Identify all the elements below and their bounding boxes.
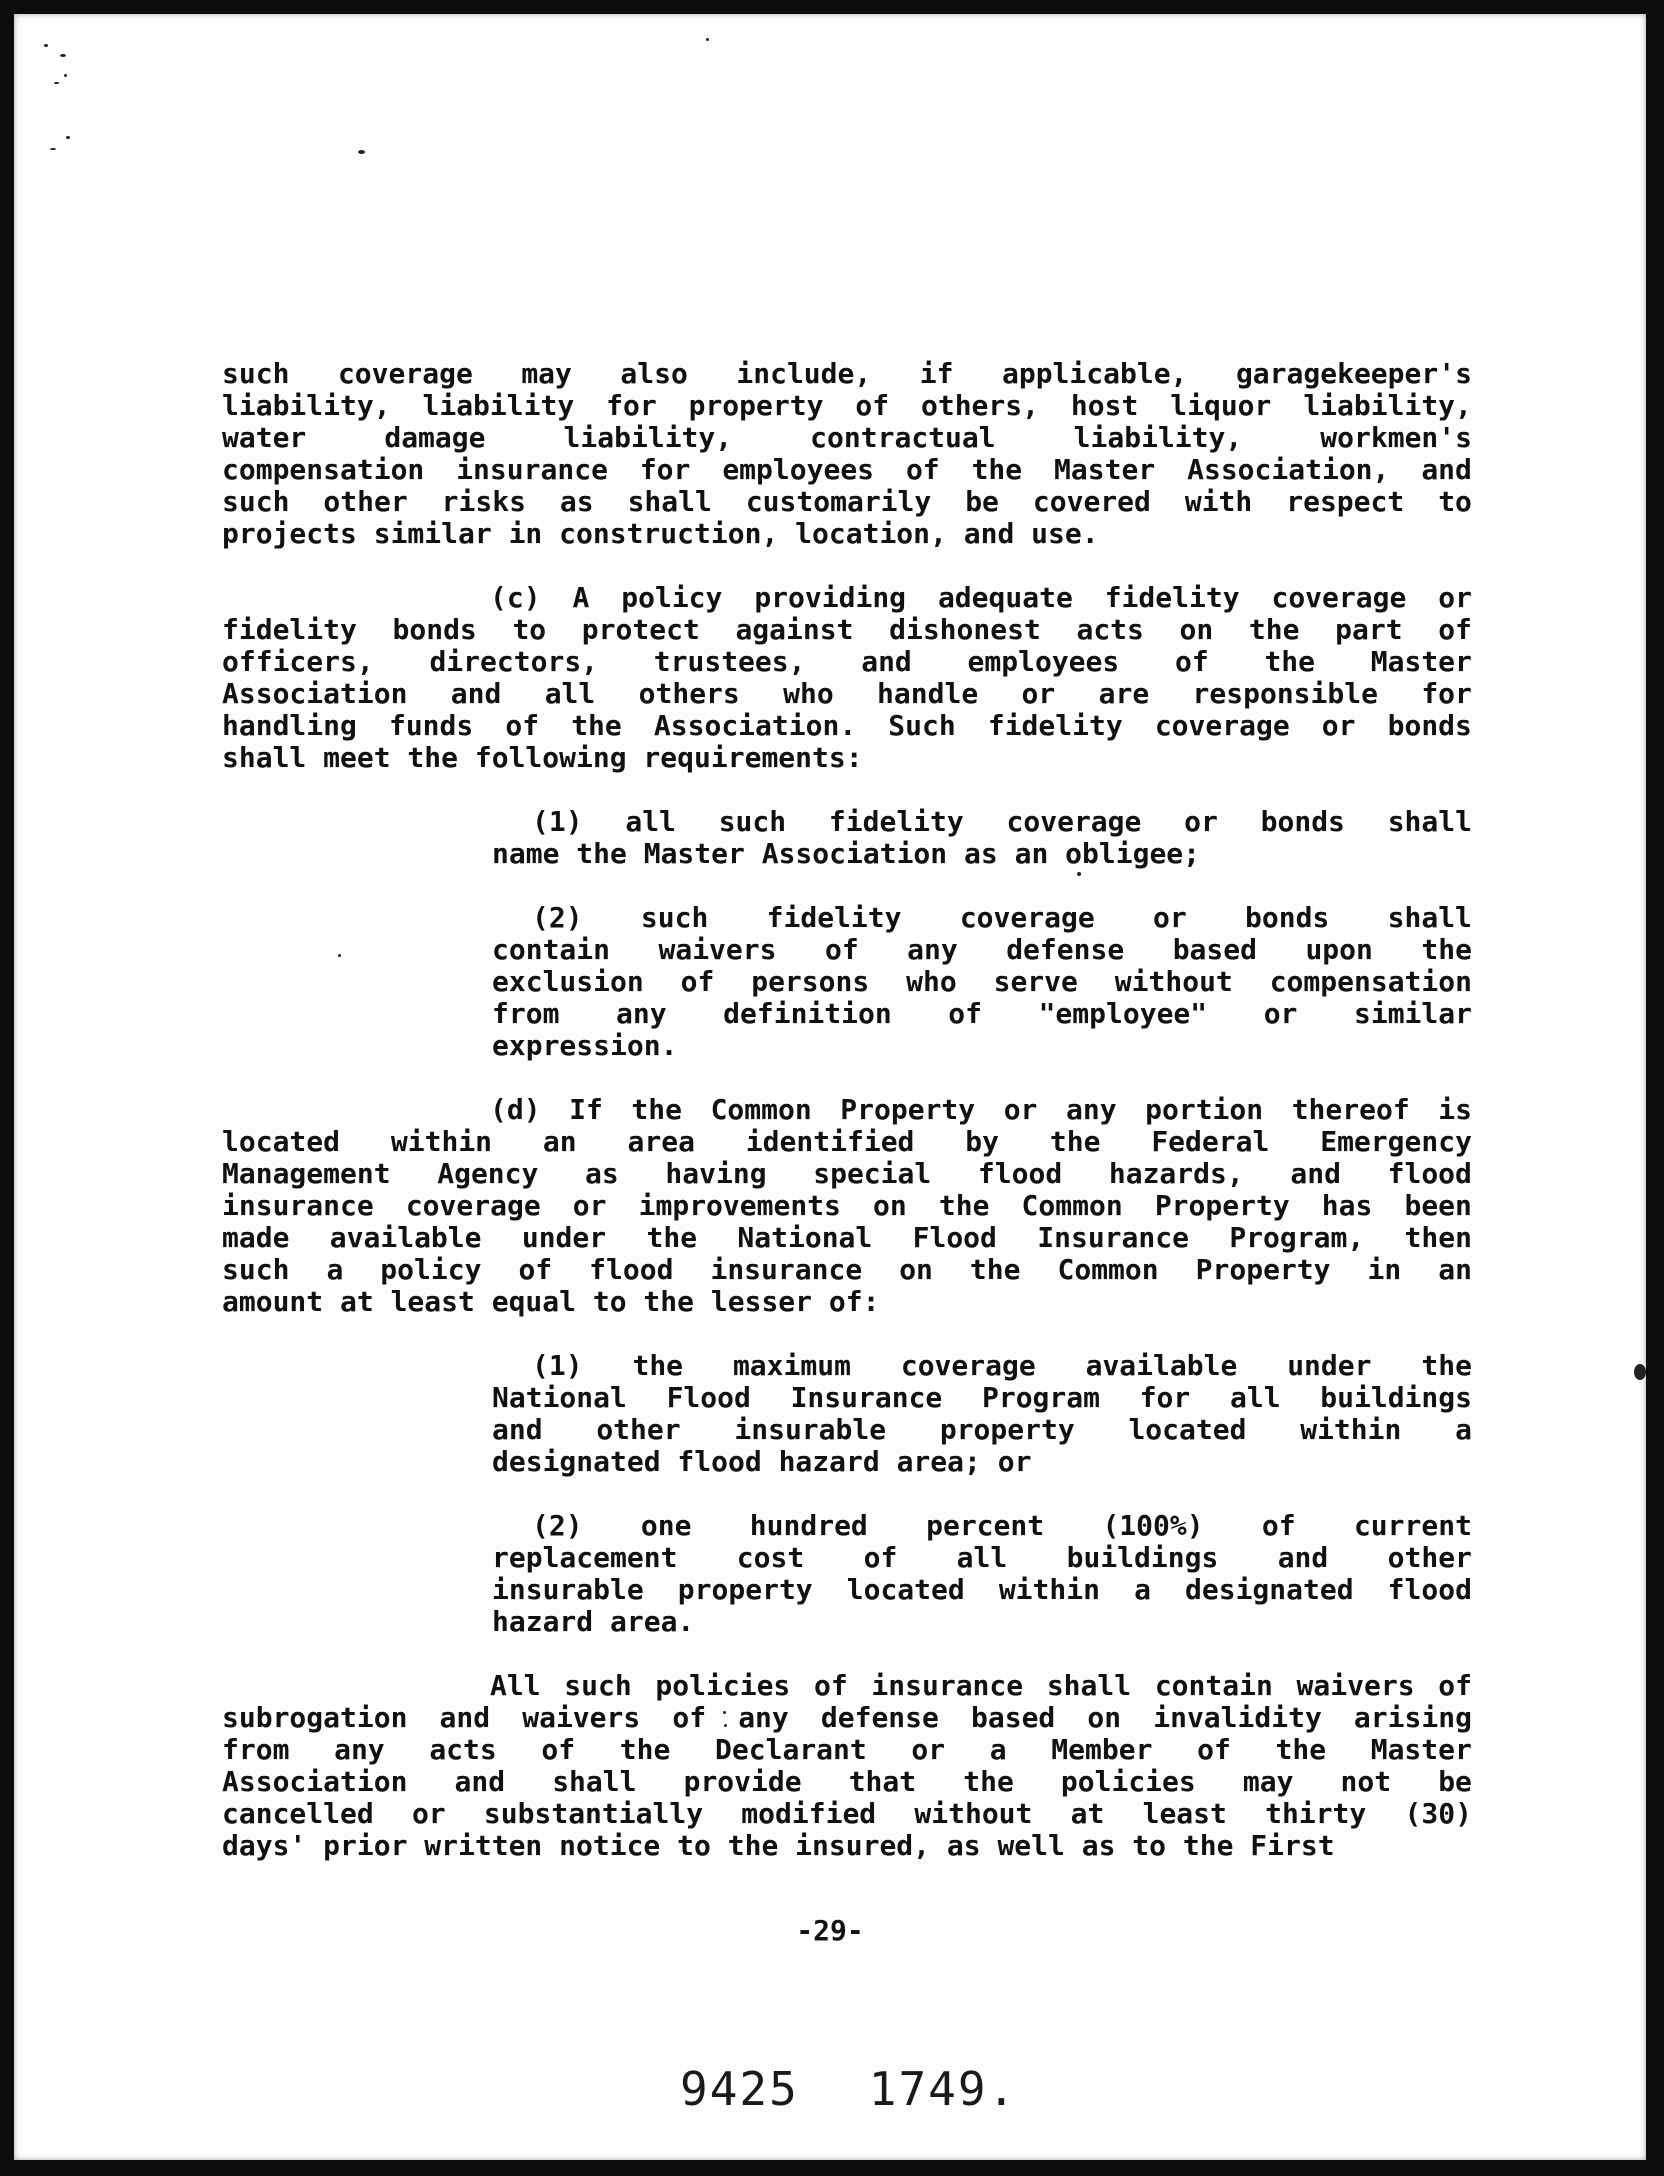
- text-line: Association and shall provide that the policies may not be: [222, 1765, 1472, 1798]
- book-number: 9425: [680, 2062, 799, 2116]
- text-line: (1) all such fidelity coverage or bonds shall: [532, 805, 1472, 838]
- text-line: from any definition of "employee" or similar: [492, 997, 1472, 1030]
- paragraph-c: [222, 582, 1472, 774]
- text-line: cancelled or substantially modified without at least thirty (30): [222, 1797, 1472, 1830]
- text-line: fidelity bonds to protect against dishonest acts on the part of: [222, 613, 1472, 646]
- text-line: made available under the National Flood Insurance Program, then: [222, 1221, 1472, 1254]
- text-line: insurance coverage or improvements on the Common Property has been: [222, 1189, 1472, 1222]
- paragraph-c2: [222, 902, 1472, 1062]
- text-line: (2) such fidelity coverage or bonds shall: [532, 901, 1472, 934]
- text-line: compensation insurance for employees of the Master Association, and: [222, 453, 1472, 486]
- document-page: [14, 14, 1646, 2160]
- text-line: liability, liability for property of others, host liquor liability,: [222, 389, 1472, 422]
- text-line: officers, directors, trustees, and employees of the Master: [222, 645, 1472, 678]
- text-line: projects similar in construction, location, and use.: [222, 517, 1099, 550]
- paragraph-d: [222, 1094, 1472, 1318]
- text-line: located within an area identified by the Federal Emergency: [222, 1125, 1472, 1158]
- text-line: hazard area.: [492, 1605, 695, 1638]
- text-line: (2) one hundred percent (100%) of current: [532, 1509, 1472, 1542]
- text-line: insurable property located within a designated flood: [492, 1573, 1472, 1606]
- text-line: (c) A policy providing adequate fidelity coverage or: [490, 581, 1472, 614]
- text-line: from any acts of the Declarant or a Member of the Master: [222, 1733, 1472, 1766]
- text-line: shall meet the following requirements:: [222, 741, 863, 774]
- text-line: and other insurable property located within a: [492, 1413, 1472, 1446]
- paragraph-d2: [222, 1510, 1472, 1638]
- text-line: (1) the maximum coverage available under the: [532, 1349, 1472, 1382]
- text-line: Management Agency as having special flood hazards, and flood: [222, 1157, 1472, 1190]
- text-line: handling funds of the Association. Such fidelity coverage or bonds: [222, 709, 1472, 742]
- text-line: subrogation and waivers of any defense based on invalidity arising: [222, 1701, 1472, 1734]
- text-line: All such policies of insurance shall contain waivers of: [490, 1669, 1472, 1702]
- page-number: -29-: [796, 1914, 864, 1947]
- text-line: expression.: [492, 1029, 678, 1062]
- document-body: [222, 358, 1472, 1894]
- text-line: (d) If the Common Property or any portion thereof is: [490, 1093, 1472, 1126]
- text-line: such a policy of flood insurance on the Common Property in an: [222, 1253, 1472, 1286]
- text-line: replacement cost of all buildings and other: [492, 1541, 1472, 1574]
- paragraph-all: [222, 1670, 1472, 1862]
- text-line: Association and all others who handle or are responsible for: [222, 677, 1472, 710]
- paragraph-p1: [222, 358, 1472, 550]
- text-line: exclusion of persons who serve without compensation: [492, 965, 1472, 998]
- text-line: designated flood hazard area; or: [492, 1445, 1032, 1478]
- text-line: such coverage may also include, if applicable, garagekeeper's: [222, 357, 1472, 390]
- document-code: [680, 2062, 1087, 2116]
- paragraph-c1: [222, 806, 1472, 870]
- page-reference: 1749.: [868, 2062, 1018, 2116]
- text-line: contain waivers of any defense based upon the: [492, 933, 1472, 966]
- paragraph-d1: [222, 1350, 1472, 1478]
- text-line: water damage liability, contractual liability, workmen's: [222, 421, 1472, 454]
- text-line: amount at least equal to the lesser of:: [222, 1285, 880, 1318]
- text-line: days' prior written notice to the insured, as well as to the First: [222, 1829, 1335, 1862]
- text-line: such other risks as shall customarily be covered with respect to: [222, 485, 1472, 518]
- text-line: National Flood Insurance Program for all buildings: [492, 1381, 1472, 1414]
- text-line: name the Master Association as an obligee;: [492, 837, 1201, 870]
